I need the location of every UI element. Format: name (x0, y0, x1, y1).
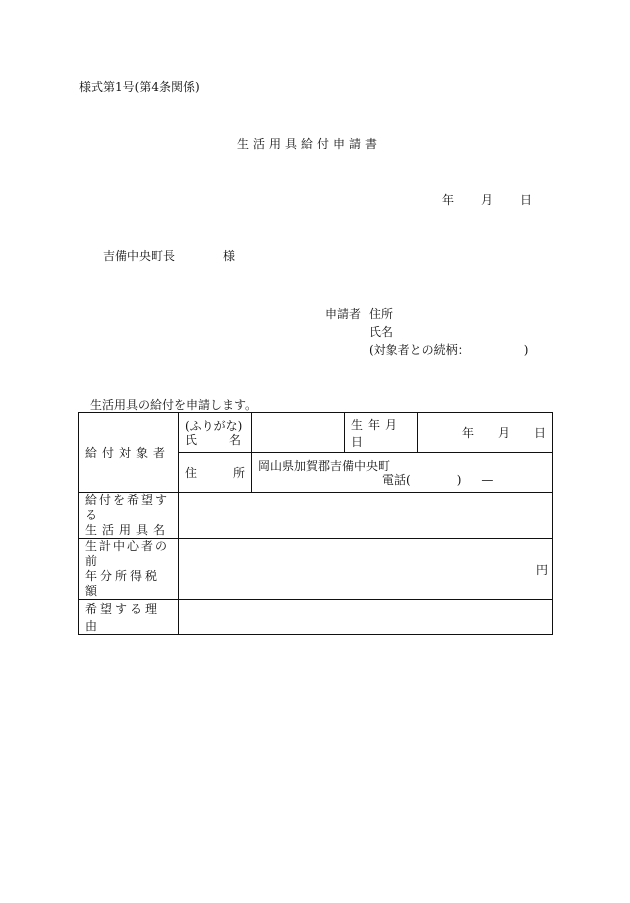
birthdate-label: 生年月日 (345, 413, 418, 453)
application-date (442, 193, 532, 207)
addressee (103, 249, 235, 263)
recipient-address-field[interactable] (252, 453, 553, 493)
desired-items-header (79, 493, 179, 539)
request-statement: 生活用具の給付を申請します。 (90, 398, 258, 412)
applicant-relation-label: (対象者との続柄： (369, 343, 470, 357)
applicant-label: 申請者 (325, 307, 362, 321)
income-tax-header-line-1: 生計中心者の前 (85, 539, 170, 568)
applicant-name-label: 氏名 (369, 325, 394, 339)
birth-month-label: 月 (497, 426, 510, 440)
birth-day-label: 日 (533, 426, 546, 440)
phone-close: ) (456, 472, 462, 487)
applicant-address-label: 住所 (369, 307, 394, 321)
applicant-block (325, 305, 528, 359)
date-year-label: 年 (442, 193, 455, 207)
furigana-name-label-cell (179, 413, 252, 453)
reason-header: 希望する理由 (79, 600, 179, 635)
address-label-2: 所 (232, 466, 245, 480)
document-title: 生活用具給付申請書 (237, 137, 382, 151)
name-label-2: 名 (228, 432, 241, 447)
address-label-1: 住 (185, 466, 198, 480)
date-day-label: 日 (520, 193, 533, 207)
date-month-label: 月 (481, 193, 494, 207)
phone-dash: — (481, 472, 494, 487)
recipient-name-field[interactable] (252, 413, 345, 453)
birthdate-field[interactable] (418, 413, 553, 453)
addressee-honorific: 様 (223, 249, 236, 263)
applicant-relation-close: ) (523, 343, 529, 357)
income-tax-header (79, 539, 179, 600)
income-tax-header-line-2: 年分所得税額 (85, 569, 161, 598)
yen-unit-label: 円 (535, 562, 548, 577)
phone-line (258, 473, 546, 487)
birth-year-label: 年 (462, 426, 475, 440)
application-table (78, 412, 553, 635)
desired-items-field[interactable] (179, 493, 553, 539)
address-prefill: 岡山県加賀郡吉備中央町 (258, 458, 391, 473)
phone-label: 電話( (382, 472, 411, 487)
name-label-1: 氏 (185, 432, 198, 447)
furigana-label: (ふりがな) (185, 418, 243, 433)
reason-field[interactable] (179, 600, 553, 635)
income-tax-field[interactable] (179, 539, 553, 600)
desired-items-header-line-1: 給付を希望する (85, 493, 170, 522)
recipient-header: 給付対象者 (79, 413, 179, 493)
address-label-cell (179, 453, 252, 493)
desired-items-header-line-2: 生活用具名 (85, 523, 171, 537)
form-number: 様式第1号(第4条関係) (79, 80, 200, 94)
addressee-name: 吉備中央町長 (103, 249, 176, 263)
